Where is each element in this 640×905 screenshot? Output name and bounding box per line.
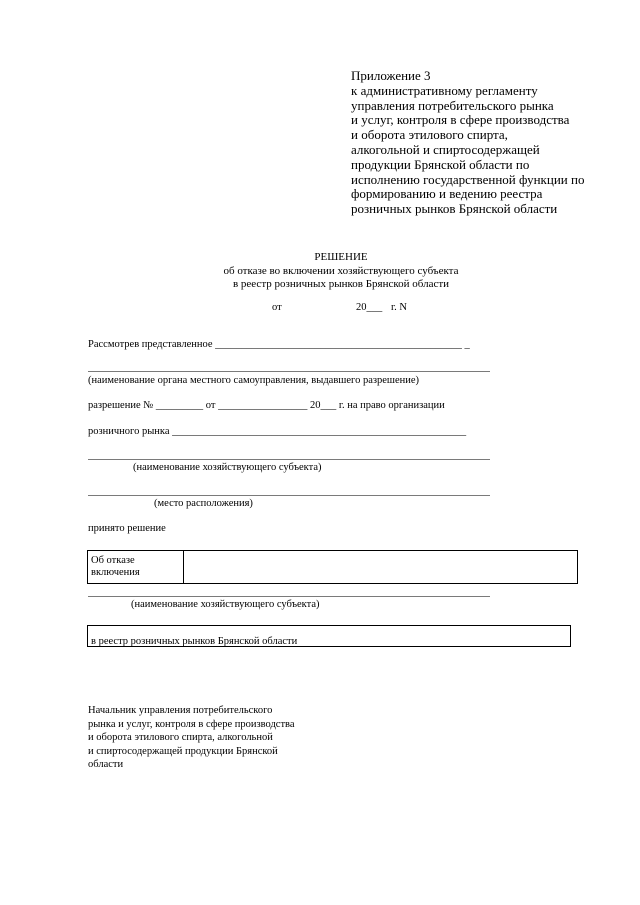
decision-subtitle-2: в реестр розничных рынков Брянской области [232, 278, 450, 290]
signature-line: области [88, 759, 124, 771]
signature-block [88, 704, 295, 772]
appendix-line: исполнению государственной функции по [351, 171, 585, 187]
appendix-line: продукции Брянской области по [351, 156, 530, 172]
registry-box [87, 625, 571, 647]
organ-caption: (наименование органа местного самоуправления, выдавшего разрешение) [88, 375, 420, 386]
signature-line: и спиртосодержащей продукции Брянской [88, 745, 278, 757]
appendix-line: к административному регламенту [351, 82, 538, 98]
market-row: розничного рынка ________________________________________________________ [88, 426, 467, 437]
decision-heading: РЕШЕНИЕ [314, 251, 368, 263]
appendix-note [351, 69, 584, 217]
entity-caption: (наименование хозяйствующего субъекта) [133, 462, 322, 473]
decision-subtitle-1: об отказе во включении хозяйствующего субъекта [223, 265, 459, 277]
organ-name-line [88, 371, 490, 372]
appendix-line: розничных рынков Брянской области [351, 201, 558, 217]
entity-caption-2: (наименование хозяйствующего субъекта) [131, 599, 320, 610]
entity-name-line [88, 459, 490, 460]
appendix-line: Приложение 3 [351, 68, 431, 83]
appendix-line: и услуг, контроля в сфере производства [351, 112, 570, 128]
appendix-line: и оборота этилового спирта, [351, 127, 508, 143]
date-from-label: от [272, 302, 282, 313]
location-line [88, 495, 490, 496]
signature-line: и оборота этилового спирта, алкогольной [88, 732, 273, 744]
considered-row: Рассмотрев представленное _______________________________________________ _ [88, 339, 470, 350]
entity-name-line-2 [88, 596, 490, 597]
location-caption: (место расположения) [154, 498, 253, 509]
decision-label: принято решение [88, 523, 166, 534]
appendix-line: алкогольной и спиртосодержащей [351, 141, 540, 157]
appendix-line: управления потребительского рынка [351, 97, 554, 113]
date-number-label: г. N [391, 302, 407, 313]
signature-line: Начальник управления потребительского [88, 705, 273, 716]
permit-row: разрешение № _________ от _________________ 20___ г. на право организации [88, 400, 445, 411]
refusal-box-label: Об отказе включения [88, 551, 184, 583]
refusal-box [87, 550, 578, 584]
date-year: 20___ [356, 302, 383, 313]
registry-box-text: в реестр розничных рынков Брянской области [91, 636, 298, 647]
signature-line: рынка и услуг, контроля в сфере производства [88, 718, 295, 730]
appendix-line: формированию и ведению реестра [351, 186, 543, 202]
